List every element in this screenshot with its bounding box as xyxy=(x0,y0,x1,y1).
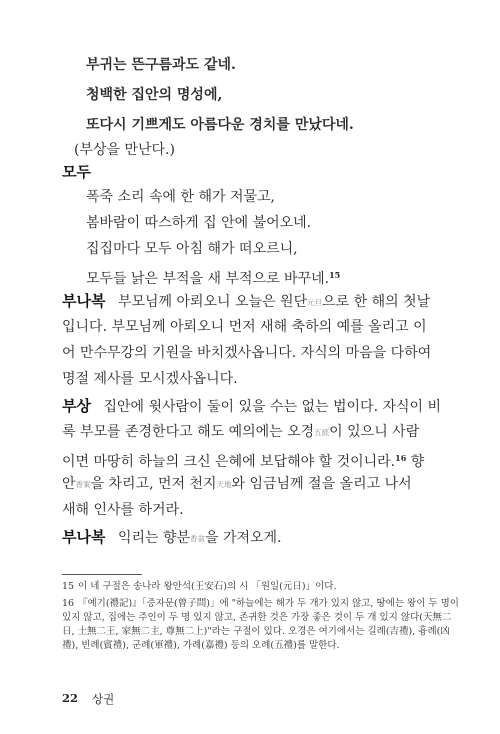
dialogue-text: 록 부모를 존경한다고 해도 예의에는 오경 xyxy=(62,424,315,440)
hanja-gloss: 元旦 xyxy=(307,298,323,307)
dialogue-line xyxy=(62,449,424,471)
dialogue-text: 안 xyxy=(62,476,76,492)
footnote-text: 禮), 빈례(賓禮), 군례(軍禮), 가례(嘉禮) 등의 오례(五禮)를 말한다. xyxy=(62,640,340,651)
verse-line: 청백한 집안의 명성에, xyxy=(86,87,223,103)
dialogue-text: 을 차리고, 먼저 천지 xyxy=(90,476,217,492)
dialogue-line xyxy=(62,292,430,312)
stage-direction: (부상을 만난다.) xyxy=(74,142,175,158)
footnote-text: 『예기(禮記)』「증자문(曾子問)」에 "하늘에는 해가 두 개가 있지 않고, 땅에는 왕이 두 명이 xyxy=(78,598,459,609)
dialogue-line xyxy=(62,423,419,442)
speaker-label: 부나복 xyxy=(62,292,106,310)
running-title: 상권 xyxy=(92,692,115,706)
dialogue-text: 이 있으니 사람 xyxy=(329,424,420,440)
speaker-label: 부상 xyxy=(62,397,91,415)
dialogue-text: 으로 한 해의 첫날 xyxy=(322,294,431,310)
dialogue-text: 부모님께 아뢰오니 오늘은 원단 xyxy=(117,294,308,310)
footnote-text: 있지 않고, 집에는 주인이 두 명 있지 않고, 존귀한 것은 가장 좋은 것이 두 개 있지 않다(天無二 xyxy=(62,612,452,623)
footnote-ref: 15 xyxy=(329,270,341,280)
hanja-gloss: 香盆 xyxy=(190,534,206,543)
dialogue-text: 이면 마땅히 하늘의 크신 은혜에 보답해야 할 것이니라. xyxy=(62,454,396,470)
dialogue-text: 을 가져오게. xyxy=(205,530,282,546)
dialogue-text: 익리는 향분 xyxy=(117,530,191,546)
footnote-16 xyxy=(62,597,459,610)
verse-line xyxy=(86,266,340,288)
hanja-gloss: 天地 xyxy=(216,480,232,489)
dialogue-text: 와 임금님께 절을 올리고 나서 xyxy=(231,476,412,492)
dialogue-line: 어 만수무강의 기원을 바치겠사옵니다. 자식의 마음을 다하여 xyxy=(62,345,432,361)
footnote-number: 16 xyxy=(62,598,75,609)
footnote-text: 日, 土無二王, 家無二主, 尊無二上)"라는 구절이 있다. 오경은 여기에서는 길례(吉禮), 흉례(凶 xyxy=(62,626,450,637)
verse-text: 모두들 낡은 부적을 새 부적으로 바꾸네. xyxy=(86,271,330,287)
footnote-number: 15 xyxy=(62,581,75,592)
hanja-gloss: 香案 xyxy=(75,480,91,489)
footnote-divider xyxy=(62,574,142,575)
dialogue-line: 입니다. 부모님께 아뢰오니 먼저 새해 축하의 예를 올리고 이 xyxy=(62,319,427,335)
dialogue-line xyxy=(62,475,412,494)
verse-line: 폭죽 소리 속에 한 해가 저물고, xyxy=(86,189,275,205)
dialogue-line xyxy=(62,528,282,548)
dialogue-line: 명절 제사를 모시겠사옵니다. xyxy=(62,371,238,387)
page-number: 22 xyxy=(62,691,79,705)
footnote-text: 이 네 구절은 송나라 왕안석(王安石)의 시 「원일(元日)」이다. xyxy=(78,581,337,592)
dialogue-text: 집안에 윗사람이 둘이 있을 수는 없는 법이다. 자식이 비 xyxy=(103,399,442,415)
verse-line: 또다시 기쁘게도 아름다운 경치를 만났다네. xyxy=(86,117,354,133)
hanja-gloss: 五經 xyxy=(314,428,330,437)
footnote-ref: 16 xyxy=(395,453,407,463)
speaker-label: 부나복 xyxy=(62,528,106,546)
footnote-15 xyxy=(62,580,336,593)
speaker-label: 모두 xyxy=(62,163,91,181)
verse-line: 부귀는 뜬구름과도 같네. xyxy=(86,57,236,73)
verse-line: 집집마다 모두 아침 해가 떠오르니, xyxy=(86,241,298,257)
dialogue-line xyxy=(62,397,441,416)
verse-line: 봄바람이 따스하게 집 안에 불어오네. xyxy=(86,215,312,231)
dialogue-text: 향 xyxy=(406,454,425,470)
dialogue-line: 새해 인사를 하거라. xyxy=(62,502,184,518)
